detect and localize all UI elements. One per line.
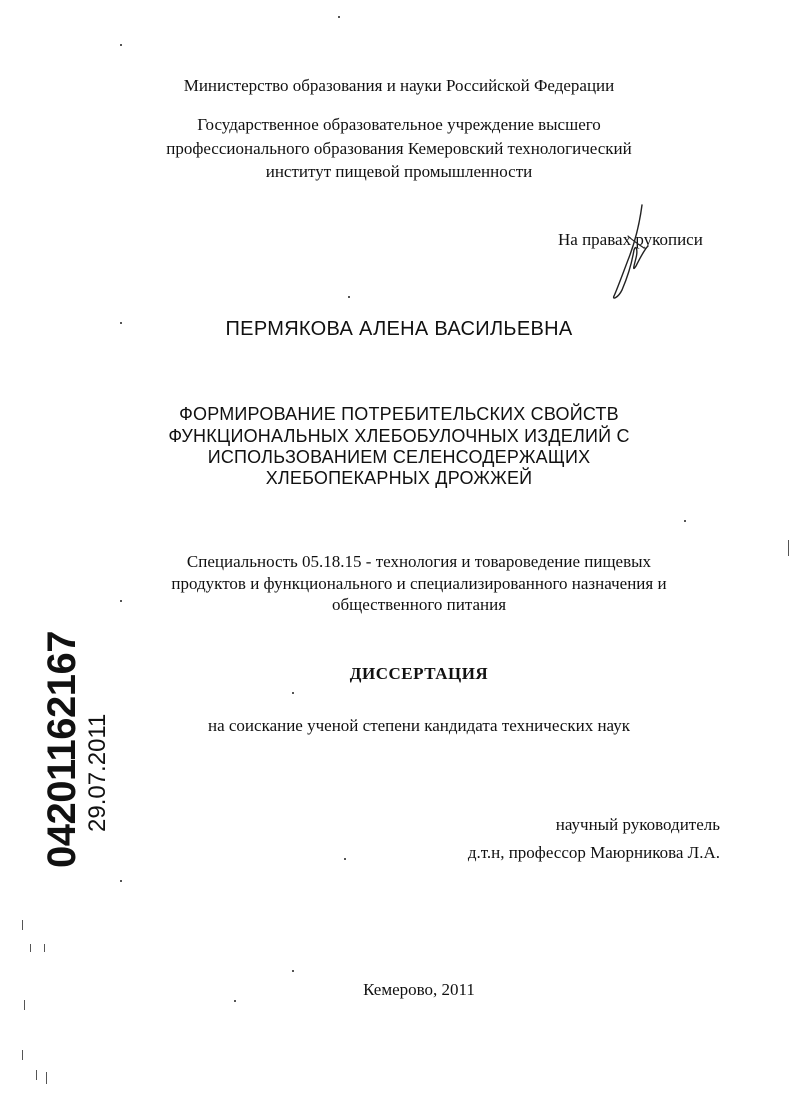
scan-speck xyxy=(338,16,340,18)
scan-speck xyxy=(292,692,294,694)
institution-line-2: профессионального образования Кемеровский технологический xyxy=(166,139,632,158)
scan-speck xyxy=(120,880,122,882)
supervisor-role: научный руководитель xyxy=(555,815,720,834)
library-stamp-date: 29.07.2011 xyxy=(84,713,111,832)
specialty-line-1: Специальность 05.18.15 - технология и товароведение пищевых xyxy=(186,552,652,571)
scan-speck xyxy=(24,1000,25,1010)
specialty-line-3: общественного питания xyxy=(331,595,507,614)
scan-speck xyxy=(46,1072,47,1084)
author-name: ПЕРМЯКОВА АЛЕНА ВАСИЛЬЕВНА xyxy=(225,318,573,340)
scan-speck xyxy=(788,540,789,556)
institution-line-3: институт пищевой промышленности xyxy=(265,162,533,181)
scan-speck xyxy=(684,520,686,522)
degree-statement: на соискание ученой степени кандидата технических наук xyxy=(207,716,630,735)
scan-speck xyxy=(36,1070,37,1080)
dissertation-title-line-2: ФУНКЦИОНАЛЬНЫХ ХЛЕБОБУЛОЧНЫХ ИЗДЕЛИЙ С xyxy=(168,426,630,446)
scan-speck xyxy=(22,920,23,930)
ministry-heading: Министерство образования и науки Российской Федерации xyxy=(183,76,615,95)
scan-speck xyxy=(344,858,346,860)
scan-speck xyxy=(120,600,122,602)
library-stamp xyxy=(26,631,111,870)
manuscript-rights-note: На правах рукописи xyxy=(558,230,703,249)
document-type: ДИССЕРТАЦИЯ xyxy=(349,664,489,683)
scan-speck xyxy=(30,944,31,952)
scan-speck xyxy=(120,44,122,46)
city-year: Кемерово, 2011 xyxy=(363,980,475,999)
dissertation-title-line-4: ХЛЕБОПЕКАРНЫХ ДРОЖЖЕЙ xyxy=(265,468,533,488)
scan-speck xyxy=(348,296,350,298)
specialty-line-2: продуктов и функционального и специализированного назначения и xyxy=(171,574,667,593)
supervisor-name: д.т.н, профессор Маюрникова Л.А. xyxy=(467,843,720,862)
library-stamp-code: 04201162167 xyxy=(40,631,84,868)
scan-speck xyxy=(22,1050,23,1060)
handwritten-signature xyxy=(598,200,668,310)
scan-speck xyxy=(234,1000,236,1002)
dissertation-title-line-1: ФОРМИРОВАНИЕ ПОТРЕБИТЕЛЬСКИХ СВОЙСТВ xyxy=(179,404,619,424)
institution-line-1: Государственное образовательное учреждение высшего xyxy=(197,115,601,134)
scan-speck xyxy=(292,970,294,972)
scan-speck xyxy=(120,322,122,324)
dissertation-title-line-3: ИСПОЛЬЗОВАНИЕМ СЕЛЕНСОДЕРЖАЩИХ xyxy=(207,447,591,467)
scan-speck xyxy=(44,944,45,952)
